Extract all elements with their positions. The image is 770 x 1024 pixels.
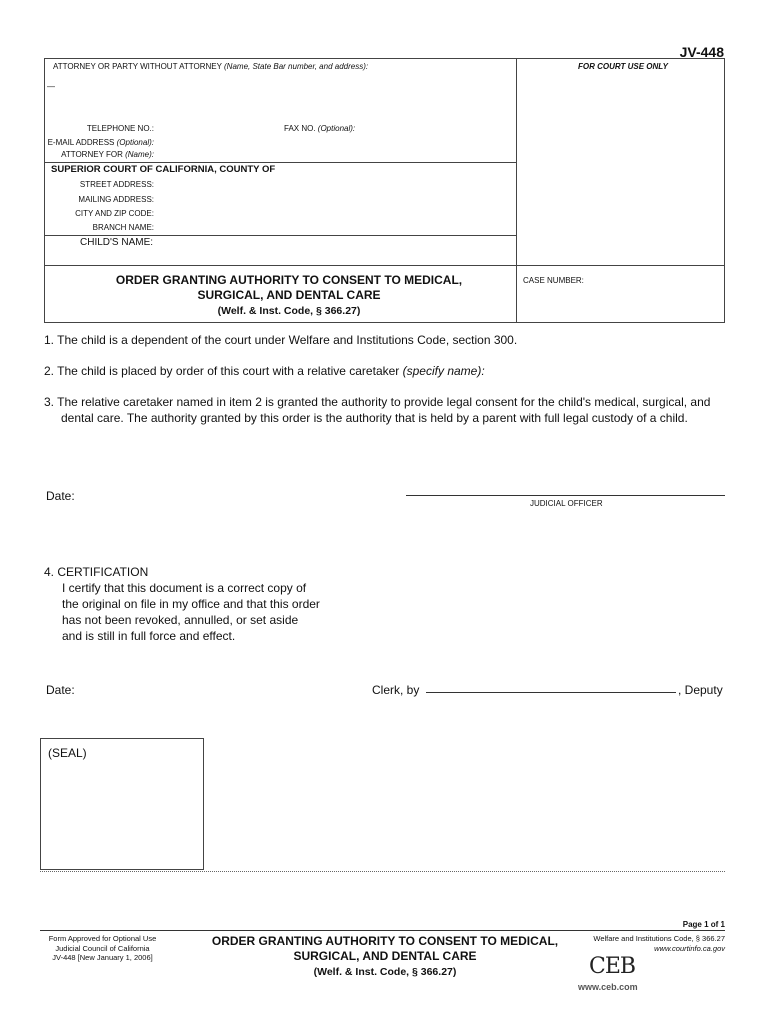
certification-line1: I certify that this document is a correct copy of — [62, 581, 307, 595]
court-section-divider — [45, 235, 516, 236]
form-title — [44, 273, 534, 319]
judicial-signature-line — [406, 495, 725, 496]
footer-title-code: (Welf. & Inst. Code, § 366.27) — [313, 966, 457, 978]
judicial-officer-label: JUDICIAL OFFICER — [530, 499, 603, 508]
court-use-label: FOR COURT USE ONLY — [578, 62, 668, 71]
certification-line4: and is still in full force and effect. — [62, 629, 236, 643]
attorney-for-label: ATTORNEY FOR (Name): — [61, 150, 154, 159]
footer-title — [180, 934, 590, 980]
ceb-logo: CEB — [589, 954, 636, 979]
street-label: STREET ADDRESS: — [79, 180, 154, 189]
footer-title-line2: SURGICAL, AND DENTAL CARE — [293, 949, 477, 963]
attorney-dash: — — [47, 82, 55, 91]
clerk-date-label: Date: — [46, 683, 75, 697]
attorney-section-divider — [45, 162, 516, 163]
footer-right-line2: www.courtinfo.ca.gov — [654, 943, 725, 953]
child-name-label: CHILD'S NAME: — [80, 237, 154, 248]
certification-line3: has not been revoked, annulled, or set aside — [62, 613, 299, 627]
item-3-line1: 3. The relative caretaker named in item 2 is granted the authority to provide legal consent for the child's medical, surgical, and — [44, 395, 711, 409]
mailing-label: MAILING ADDRESS: — [78, 195, 154, 204]
ceb-url: www.ceb.com — [578, 982, 638, 992]
footer-right — [560, 934, 725, 953]
clerk-signature-line — [426, 692, 676, 693]
child-section-divider — [45, 265, 724, 266]
attorney-label: ATTORNEY OR PARTY WITHOUT ATTORNEY (Name, State Bar number, and address): — [53, 62, 369, 71]
footer-right-line1: Welfare and Institutions Code, § 366.27 — [593, 934, 725, 943]
footer-left-line1: Form Approved for Optional Use — [48, 934, 157, 943]
footer-left-line2: Judicial Council of California — [55, 943, 150, 953]
court-label: SUPERIOR COURT OF CALIFORNIA, COUNTY OF — [51, 164, 276, 175]
footer-left-line3: JV-448 [New January 1, 2006] — [52, 953, 153, 962]
footer-divider — [40, 871, 725, 872]
item-1: 1. The child is a dependent of the court under Welfare and Institutions Code, section 300. — [44, 333, 518, 347]
form-title-line2: SURGICAL, AND DENTAL CARE — [197, 288, 381, 302]
item-2: 2. The child is placed by order of this court with a relative caretaker (specify name): — [44, 364, 485, 378]
form-title-code: (Welf. & Inst. Code, § 366.27) — [217, 305, 361, 317]
telephone-label: TELEPHONE NO.: — [86, 124, 154, 133]
form-title-line1: ORDER GRANTING AUTHORITY TO CONSENT TO MEDICAL, — [115, 273, 463, 287]
date-label: Date: — [46, 489, 75, 503]
deputy-label: , Deputy — [678, 683, 723, 697]
email-label: E-MAIL ADDRESS (Optional): — [47, 138, 154, 147]
certification-heading: 4. CERTIFICATION — [44, 565, 149, 579]
branch-label: BRANCH NAME: — [92, 223, 154, 232]
fax-label: FAX NO. (Optional): — [284, 124, 356, 133]
clerk-by-label: Clerk, by — [372, 683, 420, 697]
city-label: CITY AND ZIP CODE: — [75, 209, 154, 218]
footer-rule — [40, 930, 725, 931]
footer-left — [40, 934, 165, 963]
certification-line2: the original on file in my office and that this order — [62, 597, 320, 611]
case-number-label: CASE NUMBER: — [523, 276, 584, 285]
seal-label: (SEAL) — [48, 746, 87, 760]
form-code: JV-448 — [679, 44, 724, 60]
certification-block — [44, 564, 320, 644]
page-number: Page 1 of 1 — [682, 920, 725, 929]
item-3 — [44, 394, 710, 426]
item-3-line2: dental care. The authority granted by this order is the authority that is held by a parent with full legal custody of a child. — [61, 411, 688, 425]
footer-title-line1: ORDER GRANTING AUTHORITY TO CONSENT TO MEDICAL, — [211, 934, 559, 948]
